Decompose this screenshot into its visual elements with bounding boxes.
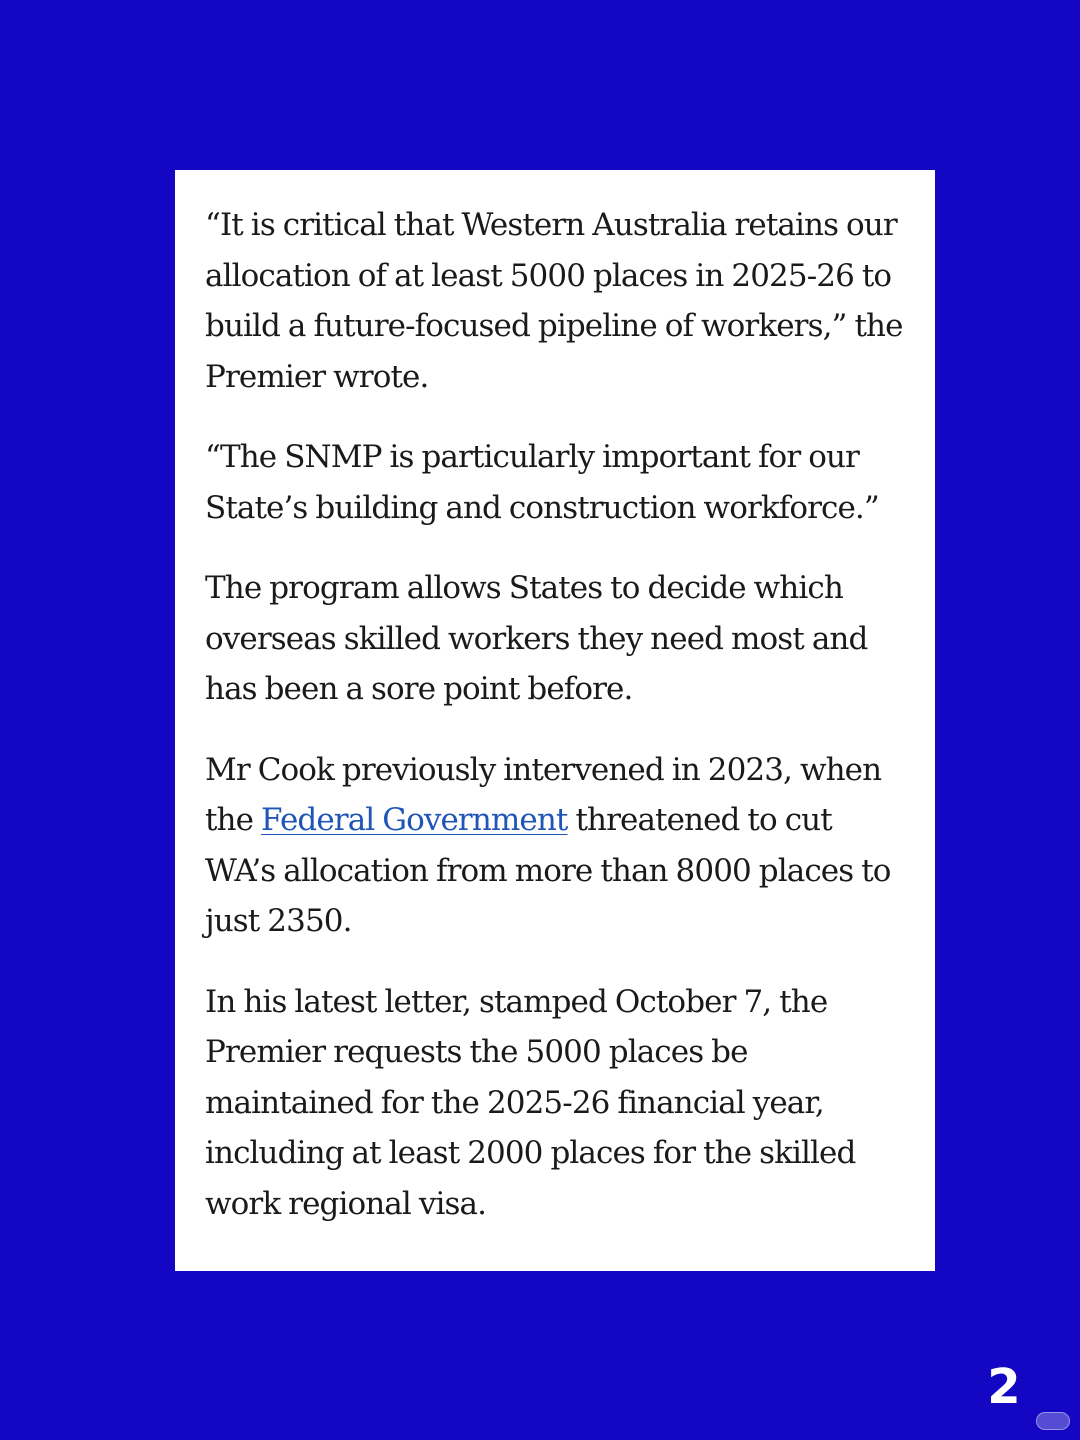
program-paragraph: The program allows States to decide which overseas skilled workers they need most and has been a sore point before. — [205, 570, 868, 707]
quote-paragraph-retain-allocation: “It is critical that Western Australia retains our allocation of at least 5000 places in 2025-26 to build a future-focused pipeline of workers,” the Premier wrote. — [205, 207, 903, 395]
latest-letter-paragraph: In his latest letter, stamped October 7, the Premier requests the 5000 places be maintained for the 2025-26 financial year, including at least 2000 places for the skilled work regional visa. — [205, 983, 856, 1222]
article-card — [175, 170, 935, 1271]
page-number: 2 — [987, 1359, 1021, 1415]
cook-text-after-link: threatened to cut WA’s allocation from more than 8000 places to just 2350. — [205, 802, 891, 939]
watermark-icon — [1036, 1412, 1070, 1430]
cook-text-before-link: Mr Cook previously intervened in 2023, when the — [205, 751, 882, 838]
cook-paragraph — [205, 745, 907, 947]
federal-government-link[interactable]: Federal Government — [261, 802, 568, 838]
quote-paragraph-snmp: “The SNMP is particularly important for our State’s building and construction workforce.” — [205, 439, 879, 526]
